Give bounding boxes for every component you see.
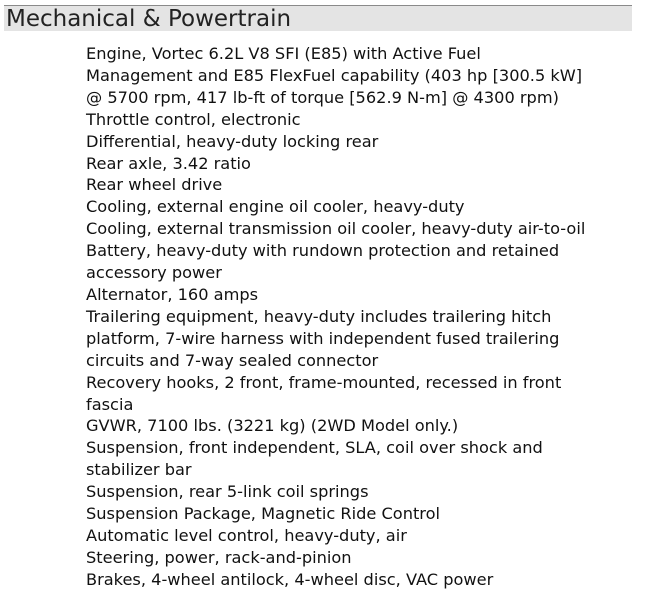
feature-line: Automatic level control, heavy-duty, air	[86, 525, 407, 545]
feature-item	[86, 284, 646, 306]
feature-item	[86, 109, 646, 131]
feature-line: Alternator, 160 amps	[86, 284, 259, 304]
feature-item	[86, 481, 646, 503]
feature-line: Brakes, 4-wheel antilock, 4-wheel disc, VAC power	[86, 569, 494, 589]
feature-item	[86, 218, 646, 240]
feature-item	[86, 306, 646, 372]
feature-item	[86, 525, 646, 547]
feature-line: Cooling, external engine oil cooler, heavy-duty	[86, 197, 465, 217]
feature-line: Rear wheel drive	[86, 175, 223, 195]
feature-line: Suspension Package, Magnetic Ride Control	[86, 504, 440, 524]
feature-item	[86, 437, 646, 481]
feature-item	[86, 131, 646, 153]
feature-item	[86, 196, 646, 218]
feature-item	[86, 174, 646, 196]
feature-list	[86, 43, 646, 591]
feature-item	[86, 547, 646, 569]
feature-line: Suspension, front independent, SLA, coil over shock and	[86, 438, 543, 458]
feature-line: fascia	[86, 394, 134, 414]
feature-line: Battery, heavy-duty with rundown protection and retained	[86, 241, 560, 261]
feature-line: Engine, Vortec 6.2L V8 SFI (E85) with Active Fuel	[86, 44, 481, 63]
feature-item	[86, 372, 646, 416]
feature-line: Cooling, external transmission oil cooler, heavy-duty air-to-oil	[86, 219, 586, 239]
feature-line: Trailering equipment, heavy-duty includes trailering hitch	[86, 306, 552, 326]
feature-line: stabilizer bar	[86, 460, 192, 480]
feature-item	[86, 153, 646, 175]
feature-item	[86, 43, 646, 109]
feature-line: Differential, heavy-duty locking rear	[86, 131, 379, 151]
feature-line: @ 5700 rpm, 417 lb-ft of torque [562.9 N-m] @ 4300 rpm)	[86, 87, 559, 107]
feature-line: platform, 7-wire harness with independent fused trailering	[86, 328, 560, 348]
section-title: Mechanical & Powertrain	[6, 6, 292, 32]
feature-line: Rear axle, 3.42 ratio	[86, 153, 251, 173]
feature-item	[86, 569, 646, 591]
feature-line: Management and E85 FlexFuel capability (403 hp [300.5 kW]	[86, 65, 583, 85]
feature-line: Steering, power, rack-and-pinion	[86, 547, 352, 567]
feature-item	[86, 240, 646, 284]
feature-line: Throttle control, electronic	[86, 109, 301, 129]
feature-item	[86, 503, 646, 525]
feature-item	[86, 415, 646, 437]
section-header	[4, 5, 632, 31]
feature-line: accessory power	[86, 263, 222, 283]
feature-line: circuits and 7-way sealed connector	[86, 350, 379, 370]
feature-line: Suspension, rear 5-link coil springs	[86, 482, 369, 502]
feature-line: Recovery hooks, 2 front, frame-mounted, recessed in front	[86, 372, 562, 392]
feature-line: GVWR, 7100 lbs. (3221 kg) (2WD Model only.)	[86, 416, 459, 436]
